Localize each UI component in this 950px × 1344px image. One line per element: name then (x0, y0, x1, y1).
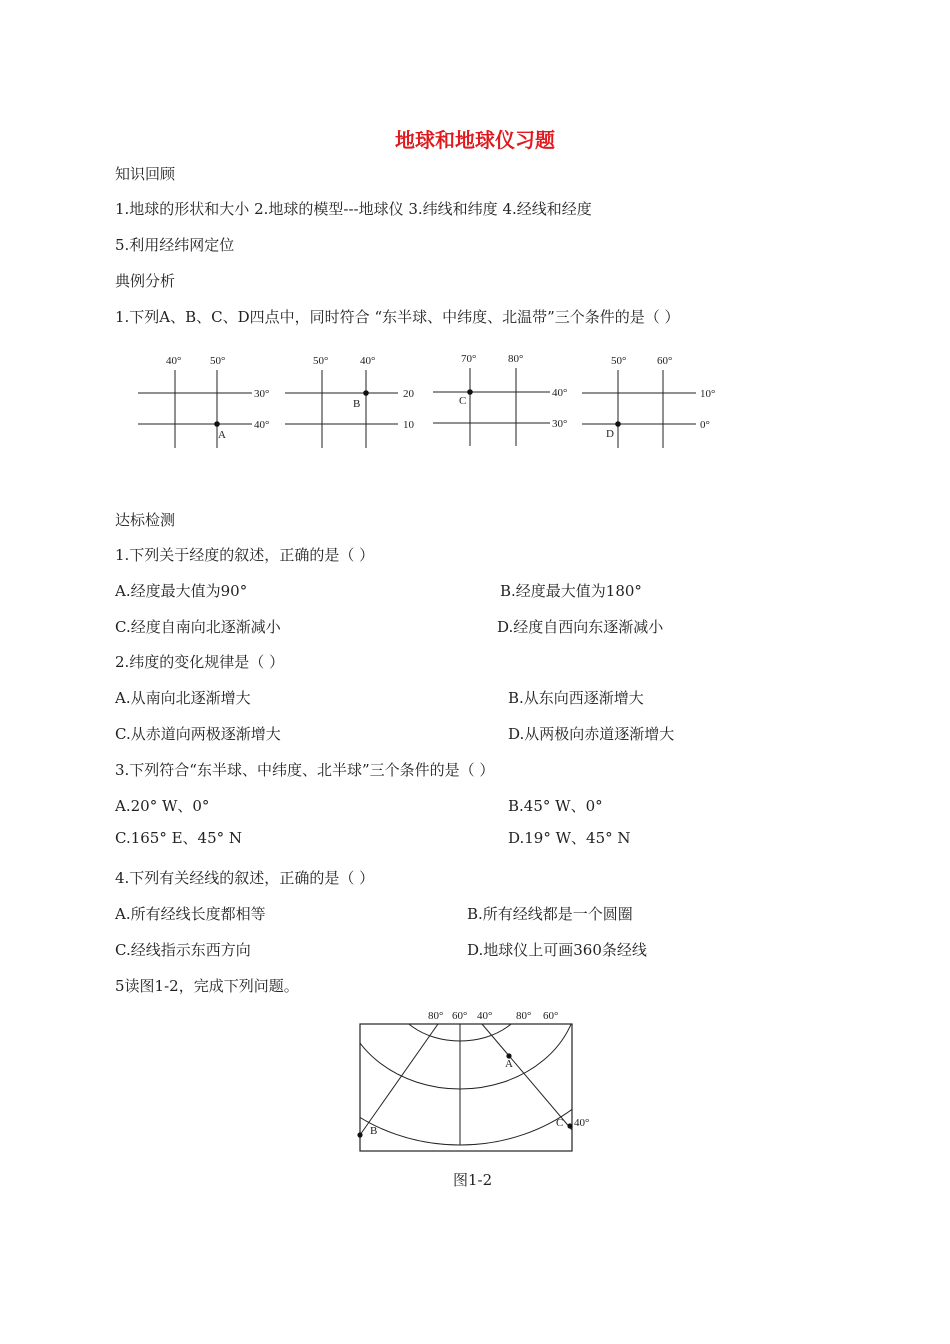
test-q4-stem: 4.下列有关经线的叙述，正确的是（ ） (115, 869, 375, 887)
figure-point-c-label: C (556, 1117, 564, 1129)
point-a-marker (214, 421, 220, 427)
grid-c-right-label-2: 30° (552, 418, 568, 430)
grid-a-right-label-1: 30° (254, 388, 270, 400)
test-q1-option-d: D.经度自西向东逐渐减小 (497, 618, 664, 636)
test-q2-option-a: A.从南向北逐渐增大 (115, 689, 251, 707)
test-q3-option-b: B.45° W、0° (508, 797, 603, 815)
figure-top-label-5: 60° (543, 1010, 559, 1022)
test-q2-option-b: B.从东向西逐渐增大 (508, 689, 644, 707)
test-q1-option-c: C.经度自南向北逐渐减小 (115, 618, 281, 636)
point-c-label: C (459, 395, 467, 407)
review-heading: 知识回顾 (115, 165, 176, 183)
figure-point-b-marker (357, 1132, 362, 1137)
figure-point-a-label: A (505, 1058, 513, 1070)
figure-1-2 (350, 1005, 610, 1155)
test-q5-stem: 5读图1-2，完成下列问题。 (115, 977, 299, 995)
example-question-1: 1.下列A、B、C、D四点中，同时符合 “东半球、中纬度、北温带”三个条件的是（ ） (115, 308, 680, 326)
grid-a-top-label-2: 50° (210, 355, 226, 367)
grid-d-right-label-2: 0° (700, 419, 710, 431)
grid-b-top-label-2: 40° (360, 355, 376, 367)
grid-d-top-label-1: 50° (611, 355, 627, 367)
page-title: 地球和地球仪习题 (395, 128, 555, 152)
grid-a-top-label-1: 40° (166, 355, 182, 367)
review-line-1: 1.地球的形状和大小 2.地球的模型---地球仪 3.纬线和纬度 4.经线和经度 (115, 200, 592, 218)
test-q4-option-b: B.所有经线都是一个圆圈 (467, 905, 633, 923)
grid-c-top-label-2: 80° (508, 353, 524, 365)
test-q1-stem: 1.下列关于经度的叙述，正确的是（ ） (115, 546, 375, 564)
grid-b-right-label-1: 20 (403, 388, 414, 400)
grid-b (285, 370, 398, 448)
test-q3-option-a: A.20° W、0° (115, 797, 210, 815)
figure-caption: 图1-2 (453, 1171, 493, 1189)
grid-a-right-label-2: 40° (254, 419, 270, 431)
point-b-label: B (353, 398, 361, 410)
point-a-label: A (218, 429, 226, 441)
grid-b-right-label-2: 10 (403, 419, 414, 431)
figure-right-label: 40° (574, 1117, 590, 1129)
test-heading: 达标检测 (115, 511, 176, 529)
grid-c-top-label-1: 70° (461, 353, 477, 365)
grid-d (582, 370, 696, 448)
example-heading: 典例分析 (115, 272, 176, 290)
figure-top-label-3: 40° (477, 1010, 493, 1022)
test-q2-option-c: C.从赤道向两极逐渐增大 (115, 725, 281, 743)
review-line-2: 5.利用经纬网定位 (115, 236, 235, 254)
test-q1-option-a: A.经度最大值为90° (115, 582, 248, 600)
grid-c (433, 368, 550, 446)
test-q1-option-b: B.经度最大值为180° (500, 582, 642, 600)
grid-d-right-label-1: 10° (700, 388, 716, 400)
figure-point-b-label: B (370, 1125, 378, 1137)
point-d-label: D (606, 428, 614, 440)
test-q3-option-d: D.19° W、45° N (508, 829, 631, 847)
point-c-marker (467, 389, 473, 395)
figure-point-c-marker (567, 1123, 572, 1128)
figure-frame (360, 1024, 572, 1151)
test-q4-option-d: D.地球仪上可画360条经线 (467, 941, 647, 959)
grid-b-top-label-1: 50° (313, 355, 329, 367)
figure-top-label-2: 60° (452, 1010, 468, 1022)
figure-top-label-1: 80° (428, 1010, 444, 1022)
test-q3-stem: 3.下列符合“东半球、中纬度、北半球”三个条件的是（ ） (115, 761, 495, 779)
point-d-marker (615, 421, 621, 427)
test-q4-option-c: C.经线指示东西方向 (115, 941, 251, 959)
grid-diagrams (130, 348, 730, 460)
grid-d-top-label-2: 60° (657, 355, 673, 367)
grid-a (138, 370, 252, 448)
grid-c-right-label-1: 40° (552, 387, 568, 399)
test-q2-stem: 2.纬度的变化规律是（ ） (115, 653, 285, 671)
point-b-marker (363, 390, 369, 396)
test-q2-option-d: D.从两极向赤道逐渐增大 (508, 725, 675, 743)
test-q4-option-a: A.所有经线长度都相等 (115, 905, 266, 923)
test-q3-option-c: C.165° E、45° N (115, 829, 243, 847)
figure-top-label-4: 80° (516, 1010, 532, 1022)
